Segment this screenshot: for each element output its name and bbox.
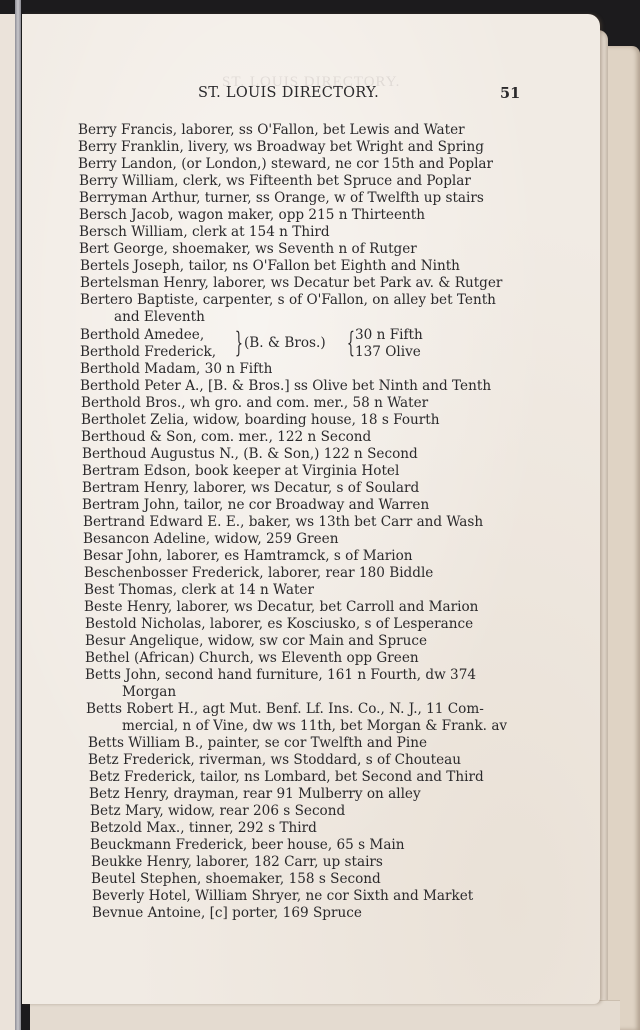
directory-entry: Berthoud Augustus N., (B. & Son,) 122 n Second — [82, 446, 418, 462]
entry-group — [0, 122, 640, 309]
directory-entry: Berryman Arthur, turner, ss Orange, w of Twelfth up stairs — [79, 190, 484, 206]
bracket-firm: (B. & Bros.) — [244, 335, 326, 351]
directory-entry: Berry William, clerk, ws Fifteenth bet Spruce and Poplar — [79, 173, 471, 189]
directory-entry: Besancon Adeline, widow, 259 Green — [83, 531, 339, 547]
directory-entry: Bertero Baptiste, carpenter, s of O'Fallon, on alley bet Tenth — [80, 292, 496, 308]
directory-entry: Betz Henry, drayman, rear 91 Mulberry on alley — [89, 786, 421, 802]
directory-entry: Bertelsman Henry, laborer, ws Decatur bet Park av. & Rutger — [80, 275, 503, 291]
directory-entry: Bethel (African) Church, ws Eleventh opp Green — [85, 650, 419, 666]
directory-entry: Betz Mary, widow, rear 206 s Second — [90, 803, 346, 819]
directory-entry: Bertels Joseph, tailor, ns O'Fallon bet Eighth and Ninth — [80, 258, 460, 274]
directory-entry: Bersch William, clerk at 154 n Third — [79, 224, 330, 240]
directory-entry: Bert George, shoemaker, ws Seventh n of Rutger — [79, 241, 417, 257]
directory-entry: Berry Landon, (or London,) steward, ne cor 15th and Poplar — [78, 156, 494, 172]
directory-entry: Beuckmann Frederick, beer house, 65 s Main — [90, 837, 405, 853]
directory-entry: Betts Robert H., agt Mut. Benf. Lf. Ins. Co., N. J., 11 Com- — [86, 701, 484, 717]
directory-entry: Berry Franklin, livery, ws Broadway bet Wright and Spring — [78, 139, 484, 155]
directory-entry: Bertram Henry, laborer, ws Decatur, s of Soulard — [82, 480, 420, 496]
brace-right-icon: { — [346, 326, 355, 359]
bracket-addresses — [355, 327, 423, 361]
directory-entry: Beschenbosser Frederick, laborer, rear 180 Biddle — [84, 565, 434, 581]
entry-group — [0, 361, 640, 684]
show-through-text: ST. LOUIS DIRECTORY. — [222, 74, 401, 90]
directory-entry: Betts William B., painter, se cor Twelfth and Pine — [88, 735, 428, 751]
directory-entries — [0, 122, 640, 922]
directory-entry: Bertram Edson, book keeper at Virginia Hotel — [82, 463, 400, 479]
bracket-name: Berthold Amedee, — [80, 327, 205, 343]
directory-entry: Beste Henry, laborer, ws Decatur, bet Carroll and Marion — [84, 599, 479, 615]
directory-entry: Berthold Bros., wh gro. and com. mer., 58 n Water — [81, 395, 429, 411]
directory-entry: Bersch Jacob, wagon maker, opp 215 n Thirteenth — [79, 207, 425, 223]
directory-entry: Berry Francis, laborer, ss O'Fallon, bet Lewis and Water — [78, 122, 465, 138]
directory-entry: Bevnue Antoine, [c] porter, 169 Spruce — [92, 905, 362, 921]
bottom-page-edge — [30, 1000, 620, 1030]
bracket-names — [80, 327, 216, 361]
bracket-name: Berthold Frederick, — [80, 344, 217, 360]
entry-group — [0, 735, 640, 922]
directory-entry: Berthold Madam, 30 n Fifth — [80, 361, 273, 377]
directory-entry: Beverly Hotel, William Shryer, ne cor Sixth and Market — [92, 888, 474, 904]
directory-entry: Beukke Henry, laborer, 182 Carr, up stairs — [91, 854, 383, 870]
directory-entry: Besar John, laborer, es Hamtramck, s of Marion — [83, 548, 413, 564]
bracket-address: 137 Olive — [355, 344, 421, 360]
directory-entry: Berthoud & Son, com. mer., 122 n Second — [81, 429, 372, 445]
directory-entry: Betzold Max., tinner, 292 s Third — [90, 820, 317, 836]
directory-entry: Bertram John, tailor, ne cor Broadway and Warren — [82, 497, 430, 513]
entry-group — [0, 701, 640, 718]
bracket-entry — [80, 327, 640, 361]
directory-entry: Best Thomas, clerk at 14 n Water — [84, 582, 314, 598]
directory-entry: Betz Frederick, riverman, ws Stoddard, s of Chouteau — [88, 752, 462, 768]
directory-entry: Beutel Stephen, shoemaker, 158 s Second — [91, 871, 381, 887]
directory-entry: Bestold Nicholas, laborer, es Kosciusko, s of Lesperance — [85, 616, 474, 632]
page-title: ST. LOUIS DIRECTORY. — [198, 85, 379, 101]
bracket-address: 30 n Fifth — [355, 327, 423, 343]
directory-entry: Betz Frederick, tailor, ns Lombard, bet Second and Third — [89, 769, 484, 785]
page-header — [0, 85, 640, 107]
entry-continuation: Morgan — [122, 684, 177, 700]
page-number: 51 — [500, 85, 521, 102]
brace-left-icon: } — [234, 326, 243, 359]
directory-entry: Bertholet Zelia, widow, boarding house, 18 s Fourth — [81, 412, 440, 428]
entry-continuation: and Eleventh — [114, 309, 205, 325]
directory-entry: Berthold Peter A., [B. & Bros.] ss Olive bet Ninth and Tenth — [80, 378, 492, 394]
directory-entry: Betts John, second hand furniture, 161 n Fourth, dw 374 — [85, 667, 476, 683]
entry-continuation: mercial, n of Vine, dw ws 11th, bet Morgan & Frank. av — [122, 718, 508, 734]
directory-entry: Bertrand Edward E. E., baker, ws 13th bet Carr and Wash — [83, 514, 484, 530]
directory-entry: Besur Angelique, widow, sw cor Main and Spruce — [85, 633, 428, 649]
